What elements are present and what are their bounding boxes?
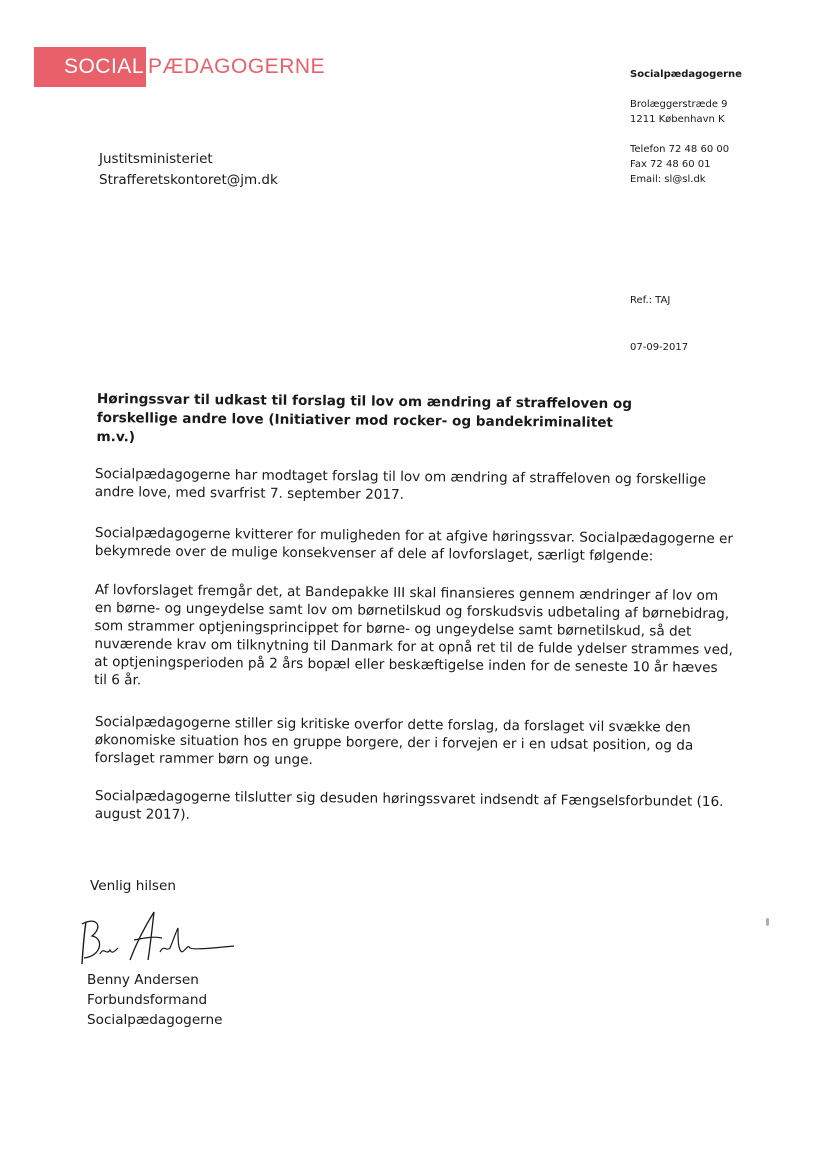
signer-organization: Socialpædagogerne xyxy=(87,1012,223,1028)
logo-text-part1: SOCIAL xyxy=(63,55,144,78)
reference: Ref.: TAJ xyxy=(630,295,671,306)
sender-street: Brolæggerstræde 9 xyxy=(630,99,728,110)
body-paragraph-1: Socialpædagogerne har modtaget forslag til lov om ændring af straffeloven og forskellige andre love, med svarfrist 7. september 2017. xyxy=(94,465,707,503)
recipient-email: Strafferetskontoret@jm.dk xyxy=(99,172,278,188)
organization-logo xyxy=(34,47,325,87)
recipient-block xyxy=(99,149,278,191)
sender-city: 1211 København K xyxy=(630,114,725,125)
closing-greeting: Venlig hilsen xyxy=(90,878,176,894)
sender-email: Email: sl@sl.dk xyxy=(630,174,706,185)
sender-address xyxy=(630,97,728,127)
body-paragraph-4: Socialpædagogerne stiller sig kritiske overfor dette forslag, da forslaget vil svække den økonomiske situation hos en gruppe borgere, der i forvejen er i en udsat position, og da forslaget rammer børn og unge. xyxy=(94,713,694,769)
body-paragraph-2: Socialpædagogerne kvitterer for muligheden for at afgive høringssvar. Socialpædagogerne er bekymrede over de mulige konsekvenser af dele af lovforslaget, særligt følgende: xyxy=(94,524,734,565)
body-paragraph-3: Af lovforslaget fremgår det, at Bandepakke III skal finansieres gennem ændringer af lov om en børne- og ungeydelse samt lov om børnetilskud og forskudsvis udbetaling af børnebidrag, som strammer optjeningsprincippet for børne- og ungeydelse samt børnetilskud, så det nuværende krav om tilknytning til Danmark for at opnå ret til de fulde ydelser strammes ved, at optjeningsperioden på 2 års bopæl eller beskæftigelse inden for de seneste 10 år hæves til 6 år. xyxy=(93,581,734,689)
signer-name: Benny Andersen xyxy=(87,972,199,988)
scan-speck xyxy=(766,918,769,926)
sender-contact xyxy=(630,142,729,187)
sender-phone: Telefon 72 48 60 00 xyxy=(630,144,730,155)
letter-date: 07-09-2017 xyxy=(630,342,689,353)
letter-subject: Høringssvar til udkast til forslag til lov om ændring af straffeloven og forskellige andre love (Initiativer mod rocker- og bandekriminalitet m.v.) xyxy=(96,390,633,446)
body-paragraph-5: Socialpædagogerne tilslutter sig desuden høringssvaret indsendt af Fængselsforbundet (16. august 2017). xyxy=(94,787,724,823)
sender-fax: Fax 72 48 60 01 xyxy=(630,159,711,170)
recipient-name: Justitsministeriet xyxy=(99,151,213,167)
logo-highlight-box xyxy=(34,47,146,87)
sender-name: Socialpædagogerne xyxy=(630,69,742,80)
signer-title: Forbundsformand xyxy=(87,992,208,1008)
signer-block xyxy=(87,970,223,1030)
handwritten-signature xyxy=(74,908,244,970)
logo-text-part2: PÆDAGOGERNE xyxy=(148,55,326,78)
